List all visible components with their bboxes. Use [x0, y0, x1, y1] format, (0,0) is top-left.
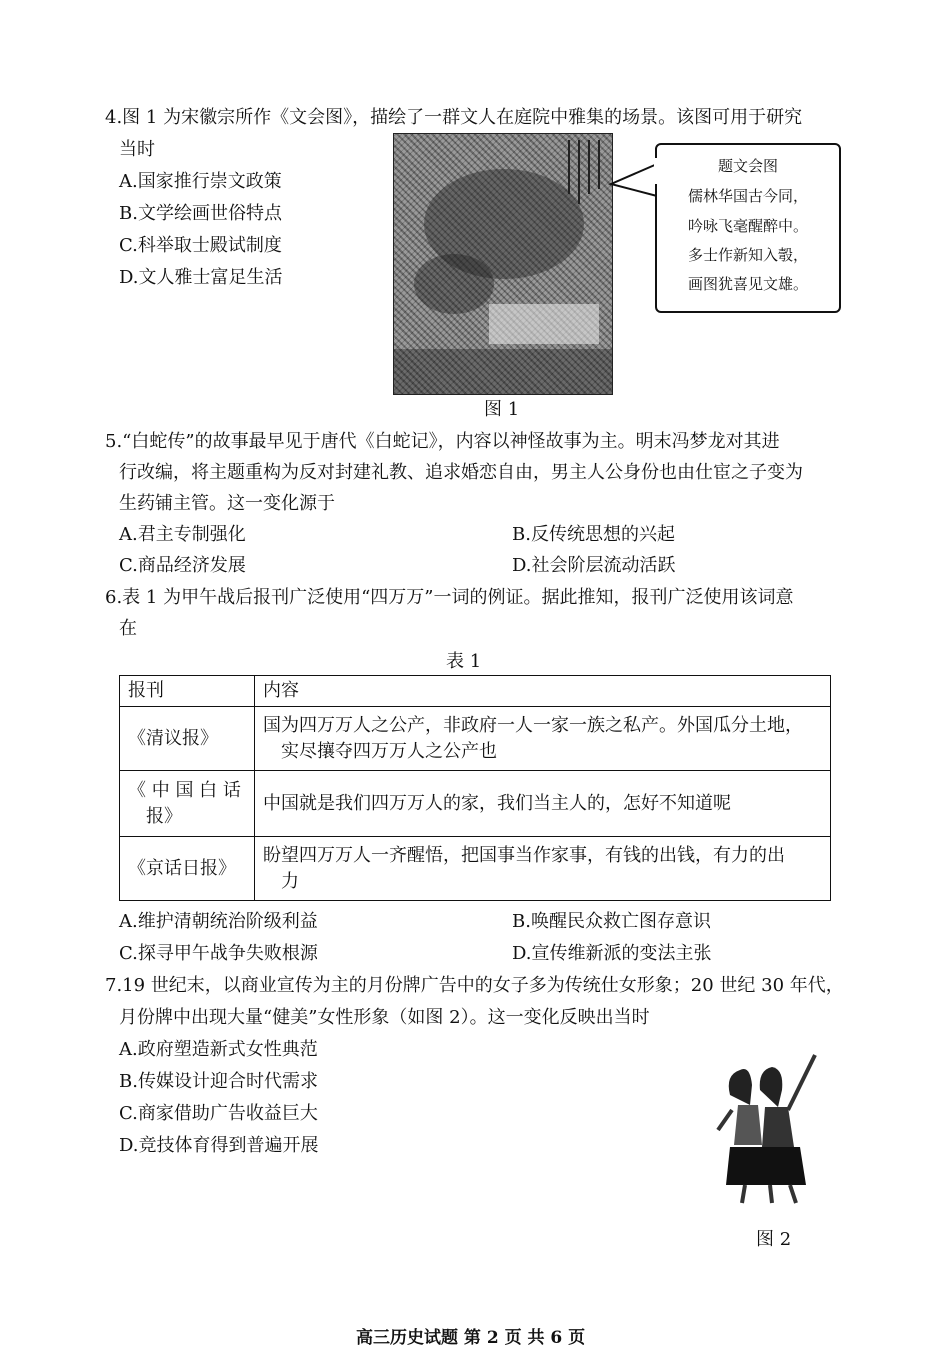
q6-option-b: B.唤醒民众救亡图存意识 — [512, 911, 711, 932]
poster-woman-left-body — [734, 1105, 762, 1145]
q7-stem-line1: 7.19 世纪末，以商业宣传为主的月份牌广告中的女子多为传统仕女形象；20 世纪 30 年代， — [105, 975, 844, 996]
table-cell-content-line: 国为四万万人之公产，非政府一人一家一族之私产。外国瓜分土地， — [263, 714, 803, 736]
table-cell-content — [255, 837, 831, 901]
table-header-content: 内容 — [255, 676, 831, 707]
poster-seat — [726, 1147, 806, 1185]
painting-shapes — [394, 134, 612, 394]
poster-leg-2 — [770, 1185, 772, 1203]
q4-option-b: B.文学绘画世俗特点 — [119, 203, 282, 224]
callout-pointer — [608, 160, 660, 200]
figure-2-caption: 图 2 — [756, 1229, 792, 1250]
q6-option-d: D.宣传维新派的变法主张 — [512, 943, 712, 964]
table-cell-paper: 《京话日报》 — [120, 837, 255, 901]
q5-option-a: A.君主专制强化 — [119, 524, 246, 545]
poem-line-3: 多士作新知入彀， — [687, 246, 808, 264]
page-footer: 高三历史试题 第 2 页 共 6 页 — [356, 1328, 586, 1348]
q4-option-c: C.科举取士殿试制度 — [119, 235, 282, 256]
table-row — [120, 837, 831, 901]
painting-ground — [394, 349, 612, 394]
table-cell-paper: 《清议报》 — [120, 707, 255, 771]
table-header-paper: 报刊 — [120, 676, 255, 707]
q7-stem-line2: 月份牌中出现大量“健美”女性形象（如图 2）。这一变化反映出当时 — [119, 1007, 650, 1028]
newspaper-table — [119, 675, 831, 901]
calendar-poster-figure — [710, 1035, 835, 1205]
q5-option-b: B.反传统思想的兴起 — [512, 524, 675, 545]
table-cell-content-line: 盼望四万万人一齐醒悟，把国事当作家事，有钱的出钱，有力的出 — [263, 844, 785, 866]
table-cell-paper-line: 报》 — [146, 805, 182, 827]
q6-stem-line1: 6.表 1 为甲午战后报刊广泛使用“四万万”一词的例证。据此推知，报刊广泛使用该词意 — [105, 587, 794, 608]
q4-stem-line2: 当时 — [119, 139, 155, 160]
painting-table — [489, 304, 599, 344]
table-row — [120, 771, 831, 837]
q7-option-b: B.传媒设计迎合时代需求 — [119, 1071, 318, 1092]
q4-stem-line1: 4.图 1 为宋徽宗所作《文会图》，描绘了一群文人在庭院中雅集的场景。该图可用于研究 — [105, 107, 803, 128]
table-1-caption: 表 1 — [446, 651, 482, 672]
q6-stem-line2: 在 — [119, 618, 137, 639]
q5-stem-line1: 5.“白蛇传”的故事最早见于唐代《白蛇记》，内容以神怪故事为主。明末冯梦龙对其进 — [105, 431, 780, 452]
table-cell-content-line: 力 — [281, 870, 299, 892]
table-cell-paper-line: 《 中 国 白 话 — [128, 779, 241, 801]
q5-option-d: D.社会阶层流动活跃 — [512, 555, 676, 576]
q4-option-d: D.文人雅士富足生活 — [119, 267, 283, 288]
table-cell-content: 中国就是我们四万万人的家，我们当主人的，怎好不知道呢 — [255, 771, 831, 837]
poem-title: 题文会图 — [717, 157, 778, 175]
q6-option-c: C.探寻甲午战争失败根源 — [119, 943, 318, 964]
q5-stem-line2: 行改编，将主题重构为反对封建礼教、追求婚恋自由，男主人公身份也由仕宦之子变为 — [119, 462, 803, 483]
table-row — [120, 707, 831, 771]
table-cell-paper — [120, 771, 255, 837]
q5-stem-line3: 生药铺主管。这一变化源于 — [119, 493, 335, 514]
poem-line-4: 画图犹喜见文雄。 — [687, 275, 808, 293]
q5-option-c: C.商品经济发展 — [119, 555, 246, 576]
q6-option-a: A.维护清朝统治阶级利益 — [119, 911, 318, 932]
table-cell-content — [255, 707, 831, 771]
q7-option-c: C.商家借助广告收益巨大 — [119, 1103, 318, 1124]
q7-option-d: D.竞技体育得到普遍开展 — [119, 1135, 319, 1156]
q7-option-a: A.政府塑造新式女性典范 — [119, 1039, 318, 1060]
figure-1-caption: 图 1 — [484, 399, 520, 420]
painting-tree-left — [414, 254, 494, 314]
q4-option-a: A.国家推行崇文政策 — [119, 171, 282, 192]
poem-line-2: 吟咏飞毫醒醉中。 — [687, 217, 808, 235]
poem-line-1: 儒林华国古今同， — [687, 187, 808, 205]
wenhui-painting-figure — [393, 133, 613, 395]
table-cell-content-line: 实尽攘夺四万万人之公产也 — [281, 740, 497, 762]
table-header-row — [120, 676, 831, 707]
